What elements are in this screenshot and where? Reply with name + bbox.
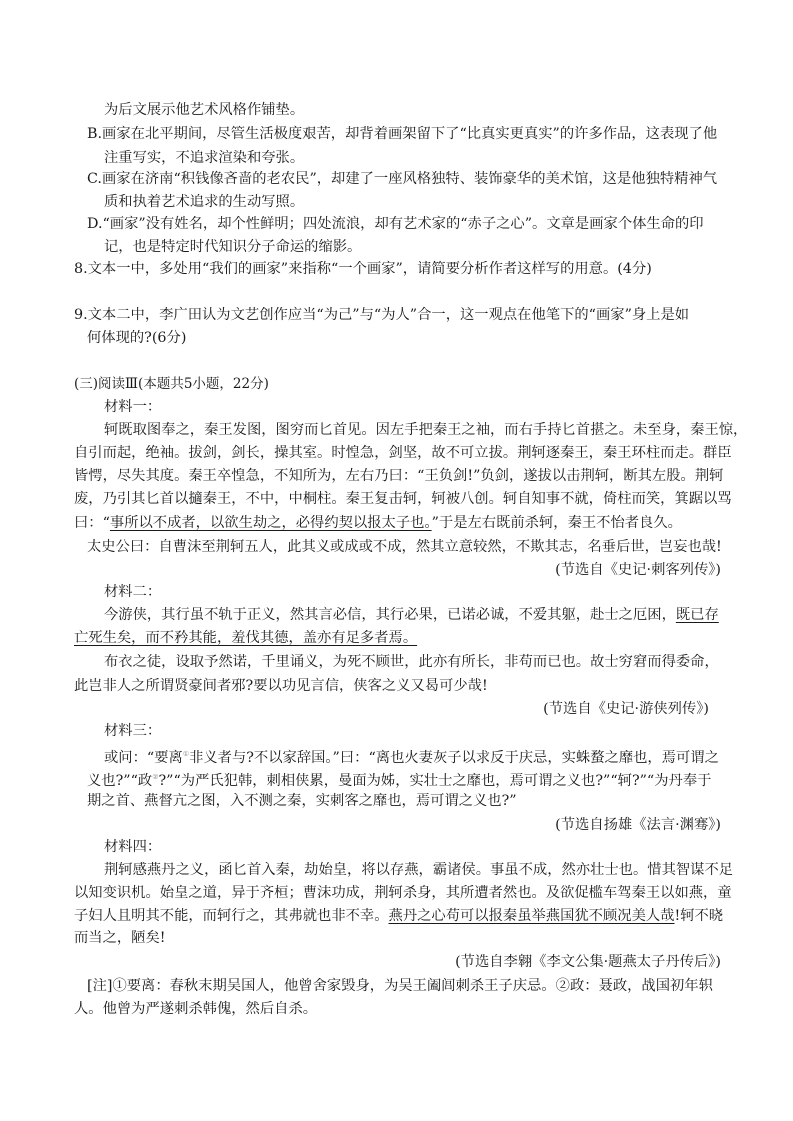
quote-rest: ”于是左右既前杀轲，秦王不怡者良久。 bbox=[431, 515, 682, 531]
underlined-sentence: 亡死生矣，而不矜其能，羞伐其德，盖亦有足多者焉。 bbox=[74, 630, 418, 646]
material-4-title: 材料四： bbox=[104, 839, 162, 855]
option-d-line1: D.“画家”没有姓名，却个性鲜明；四处流浪，却有艺术家的“赤子之心”。文章是画家个体生命的印 bbox=[87, 216, 704, 232]
material-2-line1 bbox=[104, 606, 719, 624]
plain-text: 今游侠，其行虽不轨于正义，然其言必信，其行必果，已诺必诚，不爱其躯，赴士之厄困， bbox=[104, 607, 676, 623]
material-1-line2: 自引而起，绝袖。拔剑，剑长，操其室。时惶急，剑坚，故不可立拔。荆轲逐秦王，秦王环柱而走。群臣 bbox=[74, 445, 732, 461]
material-1-line3: 皆愕，尽失其度。秦王卒惶急，不知所为，左右乃曰：“王负剑!”负剑，遂拔以击荆轲，断其左股。荆轲 bbox=[74, 468, 724, 484]
footnote-marker: ① bbox=[182, 750, 190, 758]
option-d-line2: 记，也是特定时代知识分子命运的缩影。 bbox=[104, 239, 362, 255]
material-4-line2: 以知变识机。始皇之道，异于齐桓；曹沫功成，荆轲杀身，其所遭者然也。及欲促槛车驾秦王以如燕，童 bbox=[74, 885, 732, 901]
option-c-line1: C.画家在济南“积钱像吝啬的老农民”，却建了一座风格独特、装饰豪华的美术馆，这是他独特精神气 bbox=[87, 171, 718, 187]
material-2-title: 材料二： bbox=[104, 584, 162, 600]
material-3-line1 bbox=[104, 745, 719, 767]
material-3-line2 bbox=[87, 768, 711, 790]
plain-text: 义也?”“政 bbox=[87, 772, 153, 789]
question-9-line2: 何体现的?(6分) bbox=[87, 330, 187, 346]
section-heading: (三)阅读Ⅲ(本题共5小题，22分) bbox=[74, 376, 269, 392]
note-line2: 人。他曾为严遂刺杀韩傀，然后自杀。 bbox=[74, 1001, 318, 1017]
plain-text: 非义者与?不以家辞国。”曰：“离也火妻灰子以求反于庆忌，实蛛蝥之靡也，焉可谓之 bbox=[189, 749, 719, 766]
material-3-line3: 期之首、燕督亢之图，入不测之秦，实刺客之靡也，焉可谓之义也?” bbox=[87, 793, 517, 809]
option-b-line1: B.画家在北平期间，尽管生活极度艰苦，却背着画架留下了“比真实更真实”的许多作品，这表现了他 bbox=[87, 126, 718, 142]
material-3-title: 材料三： bbox=[104, 723, 162, 739]
plain-text: ?”“为严氏犯韩，刺相侠累，曼面为姊，实壮士之靡也，焉可谓之义也?”“轲?”“为丹奉于 bbox=[158, 772, 712, 789]
material-1-source: (节选自《史记·刺客列传》) bbox=[555, 562, 721, 578]
material-1-line4: 废，乃引其匕首以擿秦王，不中，中桐柱。秦王复击轲，轲被八创。轲自知事不就，倚柱而笑，箕踞以骂 bbox=[74, 491, 732, 507]
option-a-tail: 为后文展示他艺术风格作铺垫。 bbox=[104, 102, 305, 118]
footnote-marker: ② bbox=[152, 773, 159, 781]
plain-text: !轲不晓 bbox=[674, 908, 724, 924]
material-3-source: (节选自扬雄《法言·渊骞》) bbox=[555, 817, 721, 833]
question-9-line1: 9.文本二中，李广田认为文艺创作应当“为己”与“为人”合一，这一观点在他笔下的“画家”身上是如 bbox=[74, 307, 690, 323]
material-2-line2 bbox=[74, 629, 417, 647]
plain-text: 或问：“要离 bbox=[104, 749, 183, 766]
plain-text: 子妇人且明其不能，而轲行之，其弗就也非不幸。 bbox=[74, 908, 389, 924]
material-4-line1: 荆轲感燕丹之义，函匕首入秦，劫始皇，将以存燕，霸诸侯。事虽不成，然亦壮士也。惜其智谋不足 bbox=[104, 862, 734, 878]
material-2-source: (节选自《史记·游侠列传》) bbox=[543, 701, 709, 717]
material-1-title: 材料一： bbox=[104, 399, 162, 415]
note-line1: [注]①要离：春秋末期吴国人，他曾舍家毁身，为吴王阖闾刺杀王子庆忌。②政：聂政，战国初年轵 bbox=[87, 978, 713, 994]
underlined-sentence: 事所以不成者，以欲生劫之，必得约契以报太子也。 bbox=[109, 515, 432, 531]
material-4-source: (节选自李翱《李文公集·题燕太子丹传后》) bbox=[455, 954, 721, 970]
material-4-line4: 而当之，陋矣! bbox=[74, 930, 166, 946]
option-c-line2: 质和执着艺术追求的生动写照。 bbox=[104, 194, 305, 210]
option-b-line2: 注重写实，不追求渲染和夸张。 bbox=[104, 150, 305, 166]
quote-open: 曰：“ bbox=[74, 515, 110, 531]
material-1-line5 bbox=[74, 514, 682, 532]
material-1-line1: 轲既取图奉之，秦王发图，图穷而匕首见。因左手把秦王之袖，而右手持匕首揕之。未至身，秦王惊， bbox=[104, 422, 748, 438]
material-1-line6: 太史公曰：自曹沫至荆轲五人，此其义或成或不成，然其立意较然，不欺其志，名垂后世，岂妄也哉! bbox=[87, 539, 722, 555]
question-8: 8.文本一中，多处用“我们的画家”来指称“一个画家”，请简要分析作者这样写的用意。(4分) bbox=[74, 261, 652, 277]
material-2-line3: 布衣之徒，设取予然诺，千里诵义，为死不顾世，此亦有所长，非苟而已也。故士穷窘而得委命， bbox=[104, 654, 719, 670]
underlined-sentence: 燕丹之心苟可以报秦虽举燕国犹不顾况美人哉 bbox=[388, 908, 675, 924]
material-4-line3 bbox=[74, 907, 723, 925]
material-2-line4: 此岂非人之所谓贤豪间者邪?要以功见言信，侠客之义又曷可少哉! bbox=[74, 678, 488, 694]
underlined-sentence: 既已存 bbox=[675, 607, 719, 623]
